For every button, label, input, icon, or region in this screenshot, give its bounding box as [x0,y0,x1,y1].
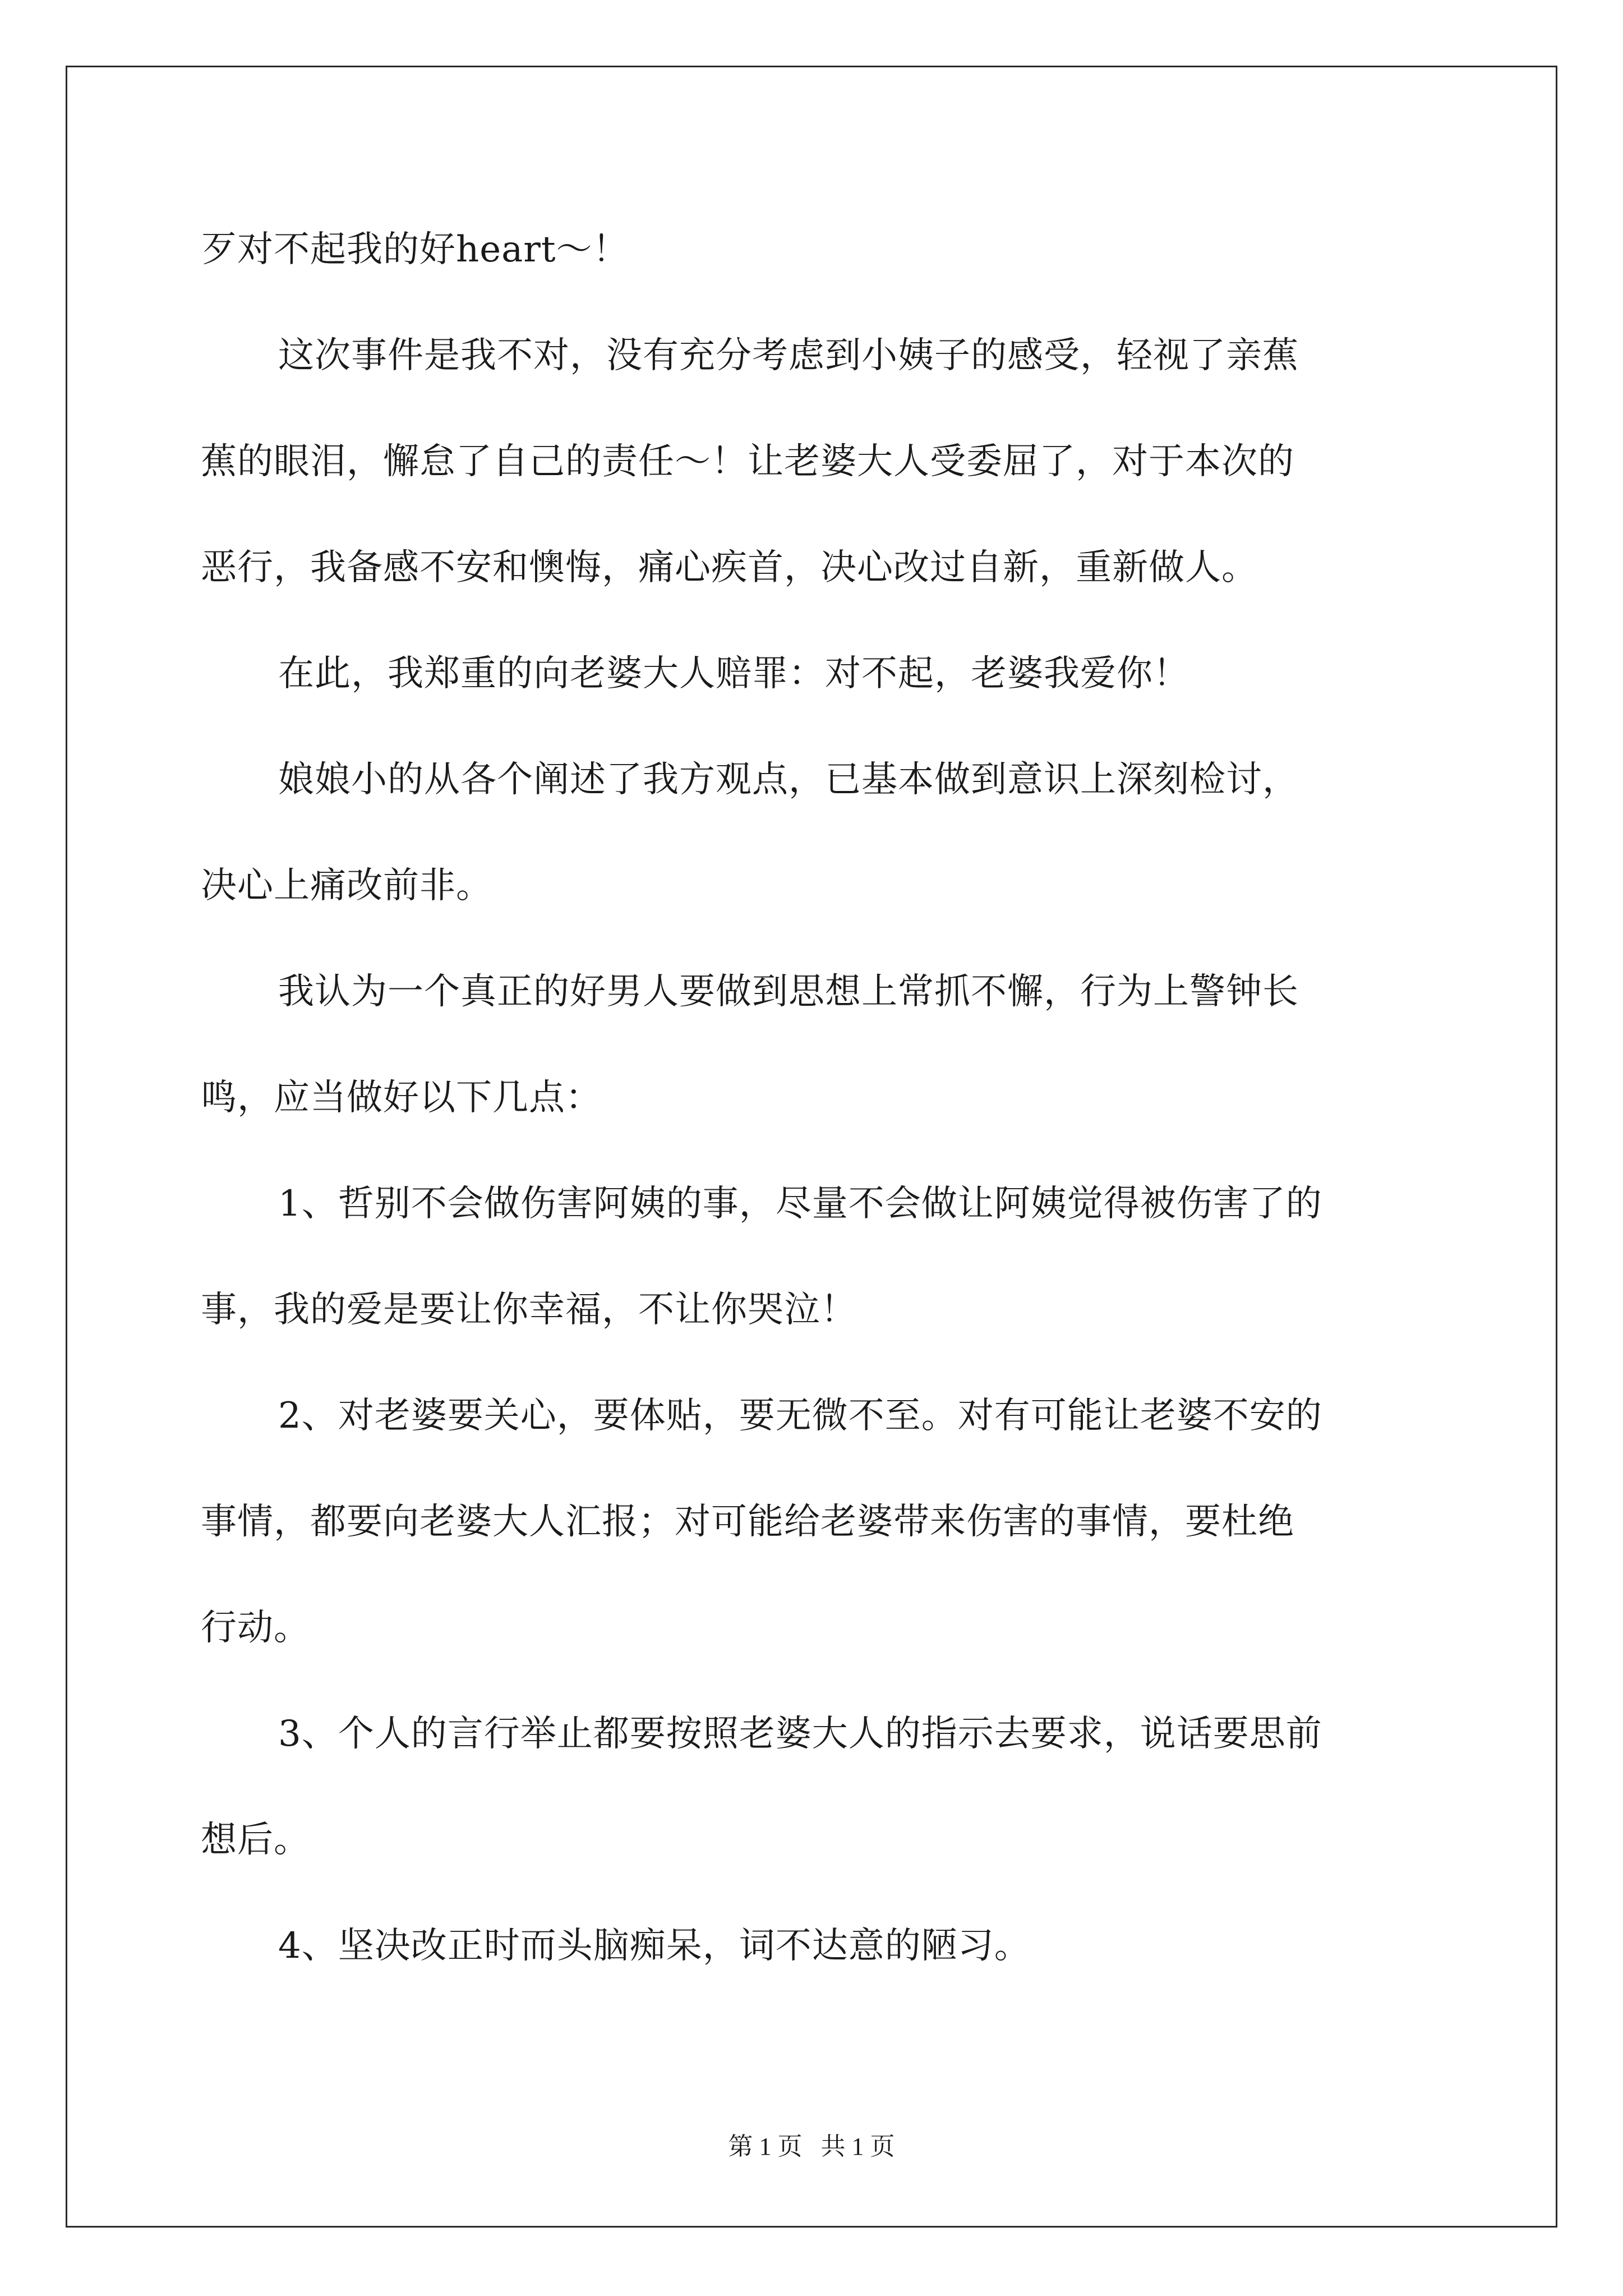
text-line: 蕉的眼泪，懈怠了自己的责任～！让老婆大人受委屈了，对于本次的 [201,441,1294,482]
text-line: 想后。 [201,1819,310,1861]
text-line: 这次事件是我不对，没有充分考虑到小姨子的感受，轻视了亲蕉 [278,335,1299,376]
text-line: 4、坚决改正时而头脑痴呆，词不达意的陋习。 [278,1925,1031,1967]
text-line: 在此，我郑重的向老婆大人赔罪：对不起，老婆我爱你！ [278,653,1189,694]
text-line: 3、个人的言行举止都要按照老婆大人的指示去要求，说话要思前 [278,1713,1322,1755]
text-line: 歹对不起我的好heart～！ [201,229,629,270]
text-line: 1、哲别不会做伤害阿姨的事，尽量不会做让阿姨觉得被伤害了的 [278,1183,1322,1225]
text-line: 娘娘小的从各个阐述了我方观点，已基本做到意识上深刻检讨， [278,759,1299,800]
text-line: 鸣，应当做好以下几点： [201,1077,602,1119]
document-body [201,216,1435,2018]
page-number-footer: 第 1 页 共 1 页 [728,2133,895,2160]
text-line: 行动。 [201,1607,310,1649]
text-line: 事情，都要向老婆大人汇报；对可能给老婆带来伤害的事情，要杜绝 [201,1501,1294,1543]
text-line: 事，我的爱是要让你幸福，不让你哭泣！ [201,1289,857,1331]
text-line: 恶行，我备感不安和懊悔，痛心疾首，决心改过自新，重新做人。 [201,547,1258,588]
text-line: 2、对老婆要关心，要体贴，要无微不至。对有可能让老婆不安的 [278,1395,1322,1437]
text-line: 决心上痛改前非。 [201,865,492,907]
text-line: 我认为一个真正的好男人要做到思想上常抓不懈，行为上警钟长 [278,971,1299,1013]
